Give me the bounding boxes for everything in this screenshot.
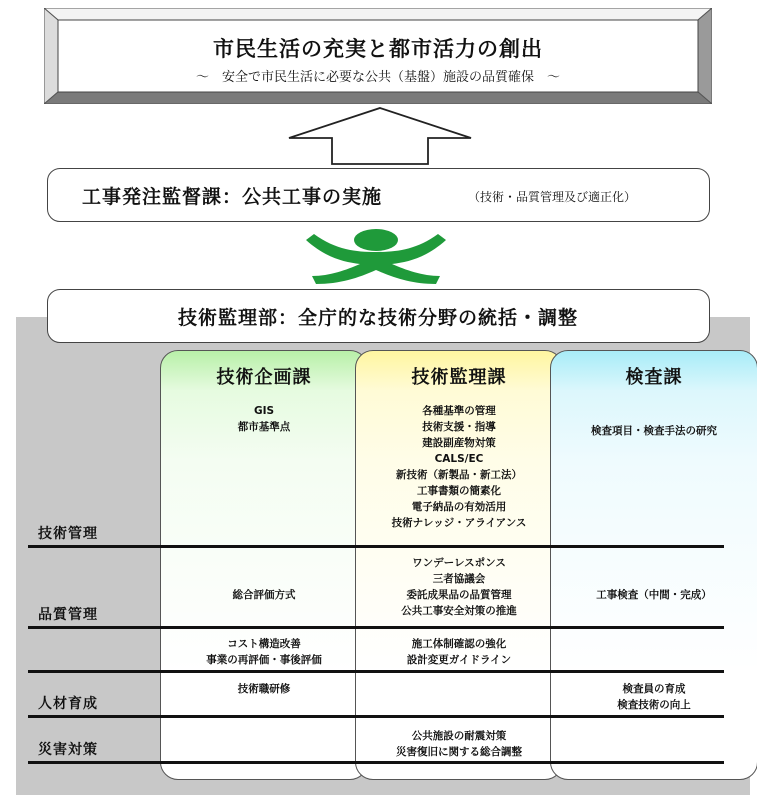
cell-inspection-hr [551,681,757,713]
row-label-hr-development: 人材育成 [38,696,98,712]
row-divider [28,670,724,673]
cell-planning-tech [161,403,367,435]
cell-line: 電子納品の有効活用 [411,501,507,513]
cell-line: 施工体制確認の強化 [411,638,507,650]
cell-line: 技術ナレッジ・アライアンス [391,517,527,529]
cell-planning-hr [161,681,367,697]
cell-planning-cost [161,636,367,668]
cell-line: 都市基準点 [237,421,291,433]
row-divider [28,626,724,629]
cell-line: ワンデーレスポンス [412,557,506,569]
cell-line: 委託成果品の品質管理 [406,589,512,601]
cell-supervision-quality [356,555,562,619]
construction-dept-banner [47,168,710,222]
cell-line: 技術支援・指導 [422,421,496,433]
cell-inspection-quality [551,587,757,603]
goal-title: 市民生活の充実と都市活力の創出 [213,37,543,61]
row-divider [28,761,724,764]
cooperation-figure-icon [296,228,456,286]
row-label-tech-management: 技術管理 [38,526,98,542]
row-label-disaster-response: 災害対策 [38,742,98,758]
column-header: 検査課 [625,367,683,388]
cell-line: 建設副産物対策 [422,437,496,449]
technical-division-title: 技術監理部：全庁的な技術分野の統括・調整 [177,307,578,329]
cell-line: 検査員の育成 [622,683,686,695]
cell-line: 設計変更ガイドライン [406,654,512,666]
cell-line: 新技術（新製品・新工法） [396,469,522,481]
goal-box [44,8,712,104]
column-header: 技術監理課 [411,367,507,388]
goal-subtitle: ～ 安全で市民生活に必要な公共（基盤）施設の品質確保 ～ [195,70,560,85]
row-divider [28,545,724,548]
cell-supervision-disaster [356,728,562,760]
cell-line: 工事検査（中間・完成） [596,589,712,601]
construction-dept-title: 工事発注監督課：公共工事の実施 [82,186,383,208]
cell-line: 各種基準の管理 [422,405,496,417]
cell-line: 検査技術の向上 [617,699,691,711]
cell-line: 災害復旧に関する総合調整 [396,746,522,758]
cell-line: GIS [253,405,275,417]
row-divider [28,715,724,718]
up-arrow-icon [285,106,475,166]
construction-dept-note: （技術・品質管理及び適正化） [468,190,637,204]
cell-line: 三者協議会 [432,573,486,585]
row-label-quality-management: 品質管理 [38,607,98,623]
cell-line: 公共施設の耐震対策 [411,730,507,742]
cell-line: 検査項目・検査手法の研究 [591,425,717,437]
column-header: 技術企画課 [216,367,312,388]
cell-line: 事業の再評価・事後評価 [206,654,322,666]
cell-line: 公共工事安全対策の推進 [401,605,517,617]
technical-division-banner [47,289,710,343]
cell-inspection-tech [551,423,757,439]
cell-line: コスト構造改善 [227,638,301,650]
cell-supervision-construction [356,636,562,668]
cell-line: 技術職研修 [237,683,291,695]
cell-planning-quality [161,587,367,603]
cell-line: 工事書類の簡素化 [417,485,501,497]
cell-line: 総合評価方式 [232,589,296,601]
cell-supervision-tech [356,403,562,531]
cell-line: CALS/EC [434,453,484,465]
